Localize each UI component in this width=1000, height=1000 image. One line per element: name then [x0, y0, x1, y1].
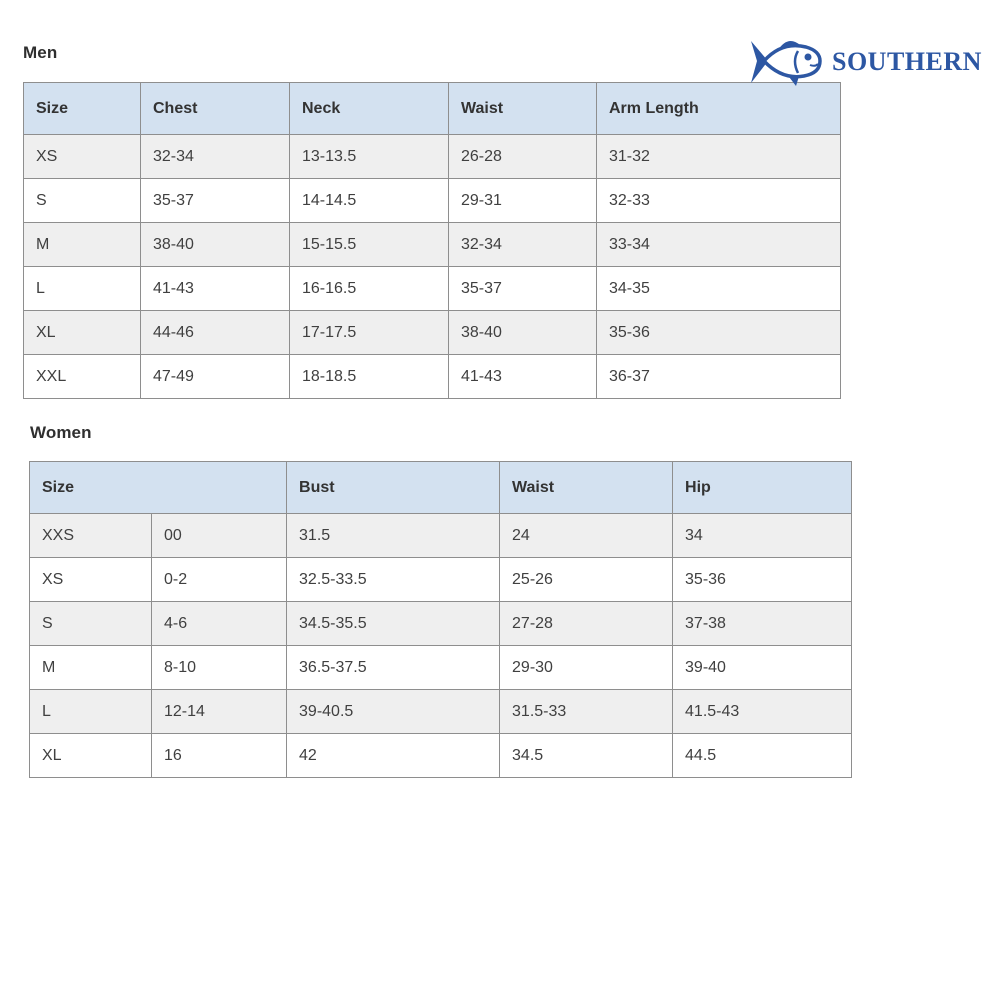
table-cell: 32-34: [141, 135, 290, 179]
table-cell: 36-37: [597, 355, 841, 399]
table-cell: 31-32: [597, 135, 841, 179]
women-header-size: Size: [30, 462, 287, 514]
table-row: [24, 311, 841, 355]
table-cell: 32-33: [597, 179, 841, 223]
men-header-row: [24, 83, 841, 135]
table-cell: 00: [152, 514, 287, 558]
table-cell: 34.5-35.5: [287, 602, 500, 646]
table-cell: 32.5-33.5: [287, 558, 500, 602]
table-cell: 18-18.5: [290, 355, 449, 399]
fish-logo-icon: [748, 33, 828, 89]
table-cell: 36.5-37.5: [287, 646, 500, 690]
table-row: [30, 646, 852, 690]
table-cell: 0-2: [152, 558, 287, 602]
table-cell: L: [30, 690, 152, 734]
table-cell: 35-37: [449, 267, 597, 311]
table-cell: 35-36: [673, 558, 852, 602]
table-cell: 38-40: [449, 311, 597, 355]
table-row: [30, 690, 852, 734]
men-header-size: Size: [24, 83, 141, 135]
table-cell: 47-49: [141, 355, 290, 399]
table-cell: 33-34: [597, 223, 841, 267]
table-cell: XXS: [30, 514, 152, 558]
table-cell: 12-14: [152, 690, 287, 734]
table-cell: 29-30: [500, 646, 673, 690]
table-row: [24, 355, 841, 399]
table-cell: 34.5: [500, 734, 673, 778]
table-cell: 31.5-33: [500, 690, 673, 734]
brand-name: SOUTHERN: [832, 47, 982, 76]
table-row: [30, 514, 852, 558]
table-row: [24, 267, 841, 311]
table-cell: 32-34: [449, 223, 597, 267]
table-cell: 41-43: [141, 267, 290, 311]
table-cell: 15-15.5: [290, 223, 449, 267]
table-cell: 42: [287, 734, 500, 778]
table-cell: 17-17.5: [290, 311, 449, 355]
table-cell: S: [24, 179, 141, 223]
table-cell: 16: [152, 734, 287, 778]
table-cell: 34: [673, 514, 852, 558]
table-cell: XL: [30, 734, 152, 778]
men-header-chest: Chest: [141, 83, 290, 135]
table-cell: 39-40.5: [287, 690, 500, 734]
table-cell: M: [30, 646, 152, 690]
table-cell: 44.5: [673, 734, 852, 778]
women-section-title: Women: [30, 423, 92, 442]
table-cell: 35-36: [597, 311, 841, 355]
table-cell: 44-46: [141, 311, 290, 355]
table-cell: XL: [24, 311, 141, 355]
table-row: [30, 602, 852, 646]
table-row: [24, 179, 841, 223]
men-header-arm-length: Arm Length: [597, 83, 841, 135]
table-cell: 27-28: [500, 602, 673, 646]
women-header-bust: Bust: [287, 462, 500, 514]
table-cell: 31.5: [287, 514, 500, 558]
table-cell: 26-28: [449, 135, 597, 179]
table-cell: XXL: [24, 355, 141, 399]
table-cell: L: [24, 267, 141, 311]
table-cell: 41-43: [449, 355, 597, 399]
men-header-neck: Neck: [290, 83, 449, 135]
table-cell: S: [30, 602, 152, 646]
table-cell: 13-13.5: [290, 135, 449, 179]
women-header-row: [30, 462, 852, 514]
table-cell: 35-37: [141, 179, 290, 223]
men-size-table: [23, 82, 841, 399]
table-cell: 29-31: [449, 179, 597, 223]
table-cell: 4-6: [152, 602, 287, 646]
table-cell: 14-14.5: [290, 179, 449, 223]
men-header-waist: Waist: [449, 83, 597, 135]
table-row: [24, 223, 841, 267]
table-cell: 41.5-43: [673, 690, 852, 734]
men-section-title: Men: [23, 43, 58, 62]
women-size-table: [29, 461, 852, 778]
table-cell: 25-26: [500, 558, 673, 602]
table-row: [30, 558, 852, 602]
table-cell: XS: [24, 135, 141, 179]
brand-logo: [748, 33, 1000, 89]
table-cell: 34-35: [597, 267, 841, 311]
table-cell: 38-40: [141, 223, 290, 267]
women-header-waist: Waist: [500, 462, 673, 514]
table-cell: XS: [30, 558, 152, 602]
table-cell: 24: [500, 514, 673, 558]
table-cell: 37-38: [673, 602, 852, 646]
table-cell: M: [24, 223, 141, 267]
table-cell: 39-40: [673, 646, 852, 690]
table-row: [30, 734, 852, 778]
table-cell: 8-10: [152, 646, 287, 690]
table-cell: 16-16.5: [290, 267, 449, 311]
women-header-hip: Hip: [673, 462, 852, 514]
table-row: [24, 135, 841, 179]
